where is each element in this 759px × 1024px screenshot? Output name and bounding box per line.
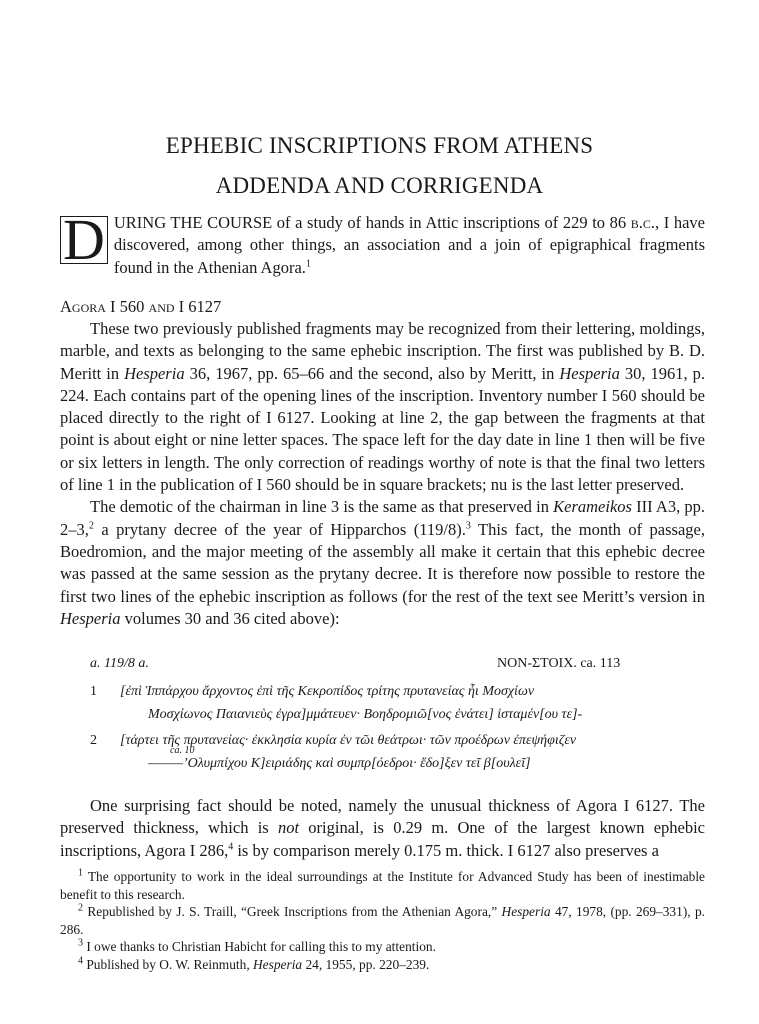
p2-e: volumes 30 and 36 cited above): <box>120 608 340 628</box>
footnote-ref-4: 4 <box>228 841 234 853</box>
footnote-4-number: 4 <box>78 955 83 967</box>
footnote-1-text: The opportunity to work in the ideal surroundings at the Institute for Advanced Study has been of inestimable benefit to this research. <box>60 869 705 902</box>
footnote-3-text: I owe thanks to Christian Habicht for calling this to my attention. <box>86 939 436 955</box>
p2-d: This fact, the month of passage, Boedromion, and the major meeting of the assembly all make it certain that this ephebic decree was passed at the same session as the prytany decree. It is therefore now possible to restore the first two lines of the ephebic inscription as follows (for the rest of the text see Meritt’s version in <box>60 519 705 606</box>
p3-c: is by comparison merely 0.175 m. thick. I 6127 also preserves a <box>233 840 659 860</box>
intro-lead: URING THE COURSE <box>113 213 273 232</box>
inscription-line-number-1: 1 <box>90 684 97 699</box>
paragraph-3 <box>60 795 705 862</box>
footnote-4-text-a: Published by O. W. Reinmuth, <box>86 956 254 972</box>
inscription-ca10: ca. 10 <box>170 745 195 756</box>
body-text <box>60 318 705 630</box>
footnote-4-text-b: 24, 1955, pp. 220–239. <box>302 956 430 972</box>
footnote-ref-3: 3 <box>465 520 471 532</box>
footnote-2 <box>60 903 705 938</box>
footnote-ref-2: 2 <box>88 520 94 532</box>
inscription-line-1b: Μοσχίωνος Παιανιεὺς ἐγρα]μμάτευεν· Βοηδρομιῶ[νος ἐνάτει] ἱσταμέν[ου τε]- <box>148 707 583 722</box>
p1-hesperia: Hesperia <box>559 363 620 383</box>
p1-hesperia: Hesperia <box>124 363 185 383</box>
footnotes <box>60 868 705 974</box>
intro-text: of a study of hands in Attic inscriptions of 229 to 86 <box>272 213 631 232</box>
p2-b: III A3, pp. 2–3, <box>60 497 705 539</box>
intro-paragraph <box>60 207 705 279</box>
footnote-4-hesperia: Hesperia <box>253 956 303 972</box>
footnote-1 <box>60 868 705 903</box>
footnote-3 <box>60 938 705 956</box>
paragraph-2 <box>60 496 705 630</box>
article-subtitle: ADDENDA AND CORRIGENDA <box>215 173 544 198</box>
footnote-2-number: 2 <box>78 902 83 914</box>
p2-hesperia: Hesperia <box>60 608 121 628</box>
inscription-line-1a: [ἐπὶ Ἱππάρχου ἄρχοντος ἐπὶ τῆς Κεκροπίδος τρίτης πρυτανείας ἧι Μοσχίων <box>120 684 535 699</box>
inscription-date: a. 119/8 a. <box>90 656 149 671</box>
inscription-line-2b: –––––’Ολυμπίχου Κ]ειριάδης καὶ συμπρ[όεδροι· ἔδο]ξεν τεῖ β[ουλεῖ] <box>148 756 531 771</box>
intro-rest: , I have discovered, among other things, an association and a join of epigraphical fragments found in the Athenian Agora. <box>113 213 705 277</box>
p2-c: a prytany decree of the year of Hipparchos (119/8). <box>93 519 466 539</box>
footnote-4 <box>60 956 705 974</box>
p2-kerameikos: Kerameikos <box>553 497 632 517</box>
footnote-2-text-b: 47, 1978, (pp. 269–331), p. 286. <box>60 904 705 937</box>
inscription-line-number-2: 2 <box>90 733 97 748</box>
p2-a: The demotic of the chairman in line 3 is the same as that preserved in <box>90 497 554 517</box>
paragraph-1: These two previously published fragments may be recognized from their lettering, moldings, marble, and texts as belonging to the same ephebic inscription. The first was published by B. D. Meritt in Hesperia 36, 1967, pp. 65–66 and the second, also by Meritt, in Hesperia 30, 1961, p. 224. Each contains part of the opening lines of the inscription. Inventory number I 560 should be placed directly to the right of I 6127. Looking at line 2, the gap between the fragments at that point is about eight or nine letter spaces. The space left for the day date in line 1 then will be five or six letters in length. The only correction of readings worthy of note is that the final two letters of line 1 in the publication of I 560 should be in square brackets; nu is the last letter preserved. <box>60 319 705 495</box>
footnote-3-number: 3 <box>78 937 83 949</box>
article-title: EPHEBIC INSCRIPTIONS FROM ATHENS <box>165 133 594 158</box>
inscription-line-2a: [τάρτει τῆς πρυτανείας· ἐκκλησία κυρία ἐν τῶι θεάτρωι· τῶν προέδρων ἐπεψήφιζεν <box>120 733 577 748</box>
p3-not: not <box>277 818 300 838</box>
footnote-2-text-a: Republished by J. S. Traill, “Greek Inscriptions from the Athenian Agora,” <box>87 904 502 920</box>
footnote-ref-1: 1 <box>305 258 311 270</box>
paragraph-3-text <box>60 795 705 862</box>
p3-b: original, is 0.29 m. One of the largest known ephebic inscriptions, Agora I 286, <box>60 818 705 860</box>
p3-a: One surprising fact should be noted, namely the unusual thickness of Agora I 6127. The preserved thickness, which is <box>60 796 705 838</box>
drop-cap: D <box>60 216 108 264</box>
footnote-2-hesperia: Hesperia <box>501 904 551 920</box>
footnote-1-number: 1 <box>78 867 83 879</box>
intro-bc: b.c. <box>630 213 656 232</box>
section-heading: Agora I 560 and I 6127 <box>60 297 222 316</box>
inscription-style: ΝΟΝ-ΣΤΟΙΧ. ca. 113 <box>497 656 621 671</box>
